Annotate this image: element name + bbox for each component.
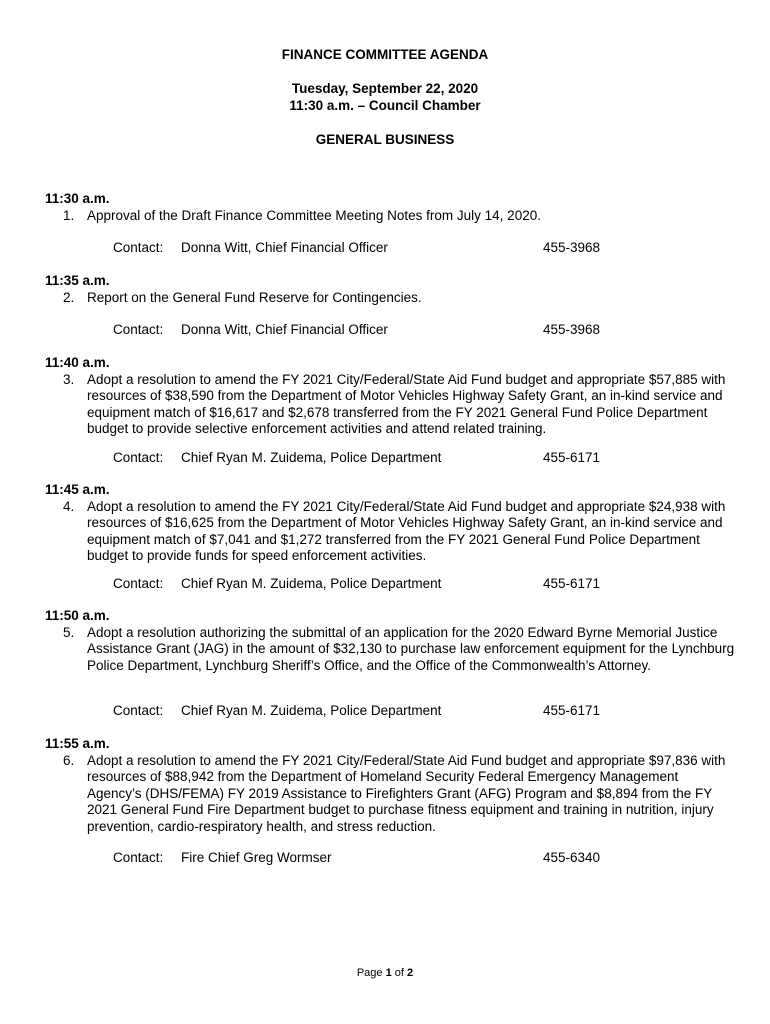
item-number: 6. (63, 752, 75, 768)
item-time: 11:30 a.m. (45, 191, 110, 206)
item-description-row (45, 290, 735, 307)
page-current: 1 (385, 967, 392, 979)
item-number: 5. (63, 624, 75, 640)
contact-phone: 455-6171 (543, 576, 601, 591)
item-description: Adopt a resolution to amend the FY 2021 City/Federal/State Aid Fund budget and appropriate $57,885 with resources of $38,590 from the Department of Motor Vehicles Highway Safety Grant, an in-kind service and equipment match of $16,617 and $2,678 transferred from the FY 2021 General Fund Police Department budget to provide selective enforcement activities and attend related training. (87, 371, 726, 436)
contact-name: Chief Ryan M. Zuidema, Police Department (181, 703, 442, 718)
item-time: 11:55 a.m. (45, 736, 110, 751)
meeting-time-location: 11:30 a.m. – Council Chamber (289, 98, 481, 113)
item-description-row (45, 499, 735, 565)
section-heading: GENERAL BUSINESS (315, 132, 455, 147)
contact-phone: 455-3968 (543, 322, 601, 337)
item-number: 3. (63, 371, 75, 387)
page-number (0, 967, 770, 979)
contact-label: Contact: (113, 322, 164, 337)
agenda-header (0, 46, 770, 148)
page-total: 2 (407, 967, 414, 979)
agenda-item (45, 482, 735, 565)
item-description: Approval of the Draft Finance Committee Meeting Notes from July 14, 2020. (87, 207, 541, 223)
contact-label: Contact: (113, 576, 164, 591)
contact-label: Contact: (113, 703, 164, 718)
contact-label: Contact: (113, 850, 164, 865)
item-description-row (45, 372, 735, 438)
item-description: Adopt a resolution to amend the FY 2021 City/Federal/State Aid Fund budget and appropriate $97,836 with resources of $88,942 from the Department of Homeland Security Federal Emergency Management Agency’s (DHS/FEMA) FY 2019 Assistance to Firefighters Grant (AFG) Program and $8,894 from the FY 2021 General Fund Fire Department budget to purchase fitness equipment and training in nutrition, injury prevention, cardio-respiratory health, and stress reduction. (87, 752, 726, 834)
item-number: 1. (63, 207, 75, 223)
contact-phone: 455-6171 (543, 703, 601, 718)
meeting-date: Tuesday, September 22, 2020 (291, 81, 479, 96)
agenda-item (45, 608, 735, 674)
contact-name: Donna Witt, Chief Financial Officer (181, 240, 388, 255)
page-label: Page (356, 967, 383, 979)
item-number: 4. (63, 498, 75, 514)
contact-label: Contact: (113, 240, 164, 255)
agenda-item (45, 736, 735, 835)
contact-phone: 455-3968 (543, 240, 601, 255)
item-description: Adopt a resolution authorizing the submittal of an application for the 2020 Edward Byrne Memorial Justice Assistance Grant (JAG) in the amount of $32,130 to purchase law enforcement equipment for the Lynchburg Police Department, Lynchburg Sheriff’s Office, and the Office of the Commonwealth’s Attorney. (87, 624, 735, 673)
item-description: Adopt a resolution to amend the FY 2021 City/Federal/State Aid Fund budget and appropriate $24,938 with resources of $16,625 from the Department of Motor Vehicles Highway Safety Grant, an in-kind service and equipment match of $7,041 and $1,272 transferred from the FY 2021 General Fund Police Department budget to provide funds for speed enforcement activities. (87, 498, 726, 563)
item-description-row (45, 753, 735, 836)
item-description: Report on the General Fund Reserve for Contingencies. (87, 289, 422, 305)
item-time: 11:50 a.m. (45, 608, 110, 623)
contact-phone: 455-6340 (543, 850, 601, 865)
contact-name: Chief Ryan M. Zuidema, Police Department (181, 576, 442, 591)
item-time: 11:35 a.m. (45, 273, 110, 288)
agenda-title: FINANCE COMMITTEE AGENDA (281, 47, 489, 62)
contact-name: Chief Ryan M. Zuidema, Police Department (181, 450, 442, 465)
item-number: 2. (63, 289, 75, 305)
agenda-item (45, 355, 735, 438)
contact-name: Fire Chief Greg Wormser (181, 850, 332, 865)
item-time: 11:45 a.m. (45, 482, 110, 497)
contact-label: Contact: (113, 450, 164, 465)
contact-name: Donna Witt, Chief Financial Officer (181, 322, 388, 337)
agenda-item (45, 273, 735, 306)
contact-phone: 455-6171 (543, 450, 601, 465)
page-of: of (394, 967, 404, 979)
item-time: 11:40 a.m. (45, 355, 110, 370)
item-description-row (45, 625, 735, 675)
agenda-item (45, 191, 735, 224)
item-description-row (45, 208, 735, 225)
